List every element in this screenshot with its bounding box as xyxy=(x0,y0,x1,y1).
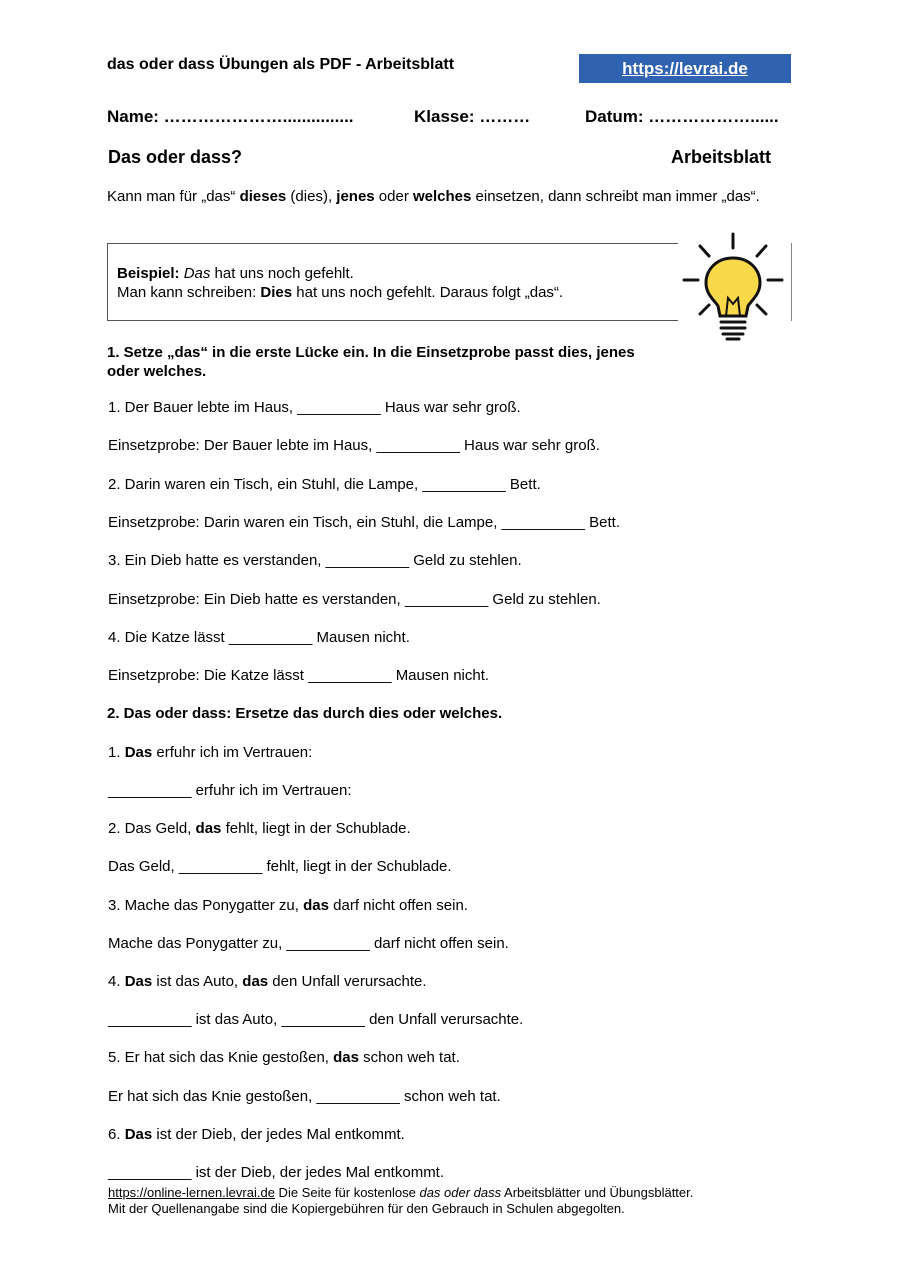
exercise-line: Das Geld, __________ fehlt, liegt in der Schublade. xyxy=(108,858,452,875)
footer-link[interactable]: https://online-lernen.levrai.de xyxy=(108,1185,275,1200)
exercise-line: __________ erfuhr ich im Vertrauen: xyxy=(108,782,352,799)
exercise-line: 5. Er hat sich das Knie gestoßen, das schon weh tat. xyxy=(108,1049,460,1066)
exercise-line: 3. Ein Dieb hatte es verstanden, __________ Geld zu stehlen. xyxy=(108,552,522,569)
exercise-line: __________ ist der Dieb, der jedes Mal entkommt. xyxy=(108,1164,445,1181)
exercise-line: 1. Das erfuhr ich im Vertrauen: xyxy=(108,744,313,761)
worksheet-label: Arbeitsblatt xyxy=(671,147,772,167)
exercise-line: 4. Die Katze lässt __________ Mausen nicht. xyxy=(108,629,410,646)
exercise-line: 1. Der Bauer lebte im Haus, __________ Haus war sehr groß. xyxy=(108,399,521,416)
date-field: Datum: ………………...... xyxy=(585,107,779,126)
class-field: Klasse: ……… xyxy=(414,107,531,126)
exercise-line: Mache das Ponygatter zu, __________ darf nicht offen sein. xyxy=(108,935,509,952)
example-text: Beispiel: Das hat uns noch gefehlt. Man kann schreiben: Dies hat uns noch gefehlt. Daraus folgt „das“. xyxy=(117,265,564,301)
name-field: Name: …………………............... xyxy=(107,107,354,126)
intro-text: Kann man für „das“ dieses (dies), jenes oder welches einsetzen, dann schreibt man immer „das“. xyxy=(107,188,760,205)
exercise-line: Einsetzprobe: Ein Dieb hatte es verstanden, __________ Geld zu stehlen. xyxy=(108,591,601,608)
example-box-edge xyxy=(791,243,792,321)
site-url-banner[interactable] xyxy=(579,54,791,83)
exercise-line: Einsetzprobe: Die Katze lässt __________ Mausen nicht. xyxy=(108,667,490,684)
footer-note: Mit der Quellenangabe sind die Kopiergebühren für den Gebrauch in Schulen abgegolten. xyxy=(108,1201,625,1216)
task-1-title: 1. Setze „das“ in die erste Lücke ein. In die Einsetzprobe passt dies, jenes oder welches. xyxy=(107,344,635,380)
exercise-line: Er hat sich das Knie gestoßen, __________ schon weh tat. xyxy=(108,1088,501,1105)
lightbulb-icon xyxy=(678,228,788,344)
exercise-line: __________ ist das Auto, __________ den Unfall verursachte. xyxy=(108,1011,524,1028)
footer: https://online-lernen.levrai.de Die Seite für kostenlose das oder dass Arbeitsblätter und Übungsblätter. Mit der Quellenangabe sind die Kopiergebühren für den Gebrauch in Schulen abgegolten. xyxy=(108,1185,694,1216)
exercise-line: Einsetzprobe: Der Bauer lebte im Haus, __________ Haus war sehr groß. xyxy=(108,437,600,454)
exercise-line: 2. Das Geld, das fehlt, liegt in der Schublade. xyxy=(108,820,411,837)
worksheet-title: das oder dass Übungen als PDF - Arbeitsblatt xyxy=(107,56,455,73)
exercise-line: 2. Darin waren ein Tisch, ein Stuhl, die Lampe, __________ Bett. xyxy=(108,476,541,493)
section-heading: Das oder dass? xyxy=(108,147,243,167)
site-url-link[interactable]: https://levrai.de xyxy=(622,58,748,78)
exercise-line: 6. Das ist der Dieb, der jedes Mal entkommt. xyxy=(108,1126,405,1143)
exercise-line: 4. Das ist das Auto, das den Unfall verursachte. xyxy=(108,973,427,990)
task-2-title: 2. Das oder dass: Ersetze das durch dies oder welches. xyxy=(107,705,503,722)
exercise-line: Einsetzprobe: Darin waren ein Tisch, ein Stuhl, die Lampe, __________ Bett. xyxy=(108,514,620,531)
exercise-line: 3. Mache das Ponygatter zu, das darf nicht offen sein. xyxy=(108,897,468,914)
